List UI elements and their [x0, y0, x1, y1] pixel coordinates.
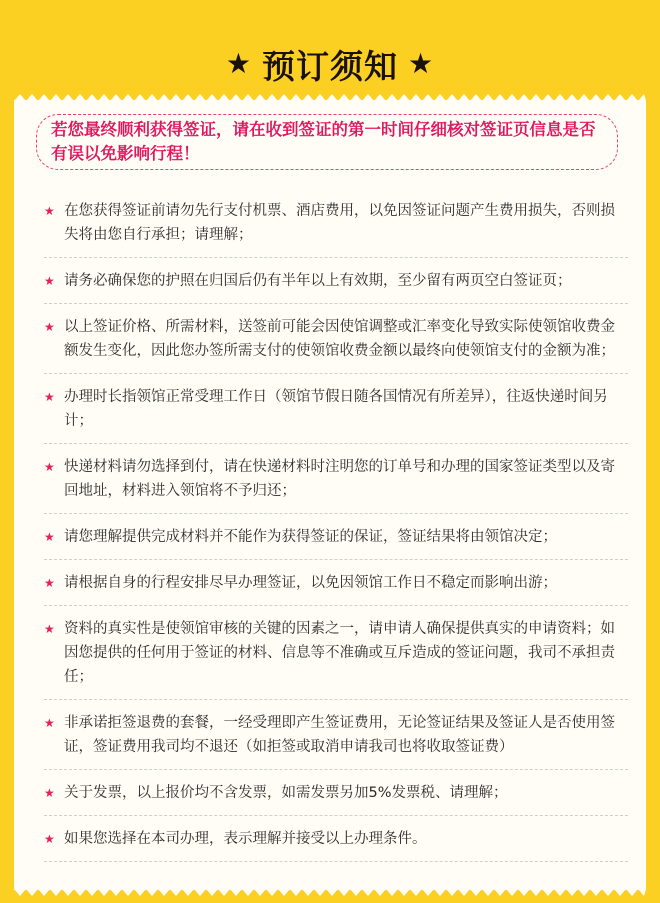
list-item-text: 办理时长指领馆正常受理工作日（领馆节假日随各国情况有所差异），往返快递时间另计； [64, 389, 608, 429]
list-item [44, 514, 628, 560]
list-item [44, 258, 628, 304]
list-item [44, 560, 628, 606]
list-item-text: 如果您选择在本司办理，表示理解并接受以上办理条件。 [64, 831, 427, 847]
list-item [44, 188, 628, 258]
bullet-star-icon: ★ [44, 716, 55, 730]
list-item [44, 700, 628, 770]
page-title [0, 40, 660, 88]
bullet-star-icon: ★ [44, 274, 55, 288]
list-item-text: 关于发票，以上报价均不含发票，如需发票另加5%发票税、请理解； [64, 785, 508, 801]
bullet-star-icon: ★ [44, 460, 55, 474]
list-item [44, 304, 628, 374]
list-item-text: 以上签证价格、所需材料，送签前可能会因使馆调整或汇率变化导致实际使领馆收费金额发生变化，因此您办签所需支付的使领馆收费金额以最终向使领馆支付的金额为准； [64, 319, 615, 359]
bullet-star-icon: ★ [44, 786, 55, 800]
bullet-star-icon: ★ [44, 320, 55, 334]
list-item-text: 在您获得签证前请勿先行支付机票、酒店费用，以免因签证问题产生费用损失，否则损失将由您自行承担；请理解； [64, 203, 615, 243]
list-item [44, 374, 628, 444]
list-item-text: 请务必确保您的护照在归国后仍有半年以上有效期，至少留有两页空白签证页； [64, 273, 572, 289]
bullet-star-icon: ★ [44, 530, 55, 544]
bullet-star-icon: ★ [44, 622, 55, 636]
bullet-star-icon: ★ [44, 204, 55, 218]
list-item-text: 非承诺拒签退费的套餐，一经受理即产生签证费用，无论签证结果及签证人是否使用签证，签证费用我司均不退还（如拒签或取消申请我司也将收取签证费） [64, 715, 615, 755]
title-text: 预订须知 [262, 46, 398, 86]
list-item-text: 请根据自身的行程安排尽早办理签证，以免因领馆工作日不稳定而影响出游； [64, 575, 557, 591]
zigzag-edge-top [14, 94, 646, 101]
terms-list [44, 188, 628, 862]
star-icon: ★ [408, 47, 435, 80]
zigzag-edge-bottom [14, 889, 646, 896]
list-item [44, 606, 628, 700]
important-notice [36, 114, 618, 170]
bullet-star-icon: ★ [44, 832, 55, 846]
notice-text: 若您最终顺利获得签证，请在收到签证的第一时间仔细核对签证页信息是否有误以免影响行程！ [51, 120, 596, 163]
list-item-text: 请您理解提供完成材料并不能作为获得签证的保证，签证结果将由领馆决定； [64, 529, 557, 545]
list-item [44, 816, 628, 862]
bullet-star-icon: ★ [44, 576, 55, 590]
list-item-text: 快递材料请勿选择到付，请在快递材料时注明您的订单号和办理的国家签证类型以及寄回地址，材料进入领馆将不予归还； [64, 459, 615, 499]
star-icon: ★ [225, 47, 252, 80]
bullet-star-icon: ★ [44, 390, 55, 404]
list-item-text: 资料的真实性是使领馆审核的关键的因素之一，请申请人确保提供真实的申请资料；如因您提供的任何用于签证的材料、信息等不准确或互斥造成的签证问题，我司不承担责任； [64, 621, 615, 685]
list-item [44, 444, 628, 514]
notice-card [14, 100, 646, 890]
list-item [44, 770, 628, 816]
